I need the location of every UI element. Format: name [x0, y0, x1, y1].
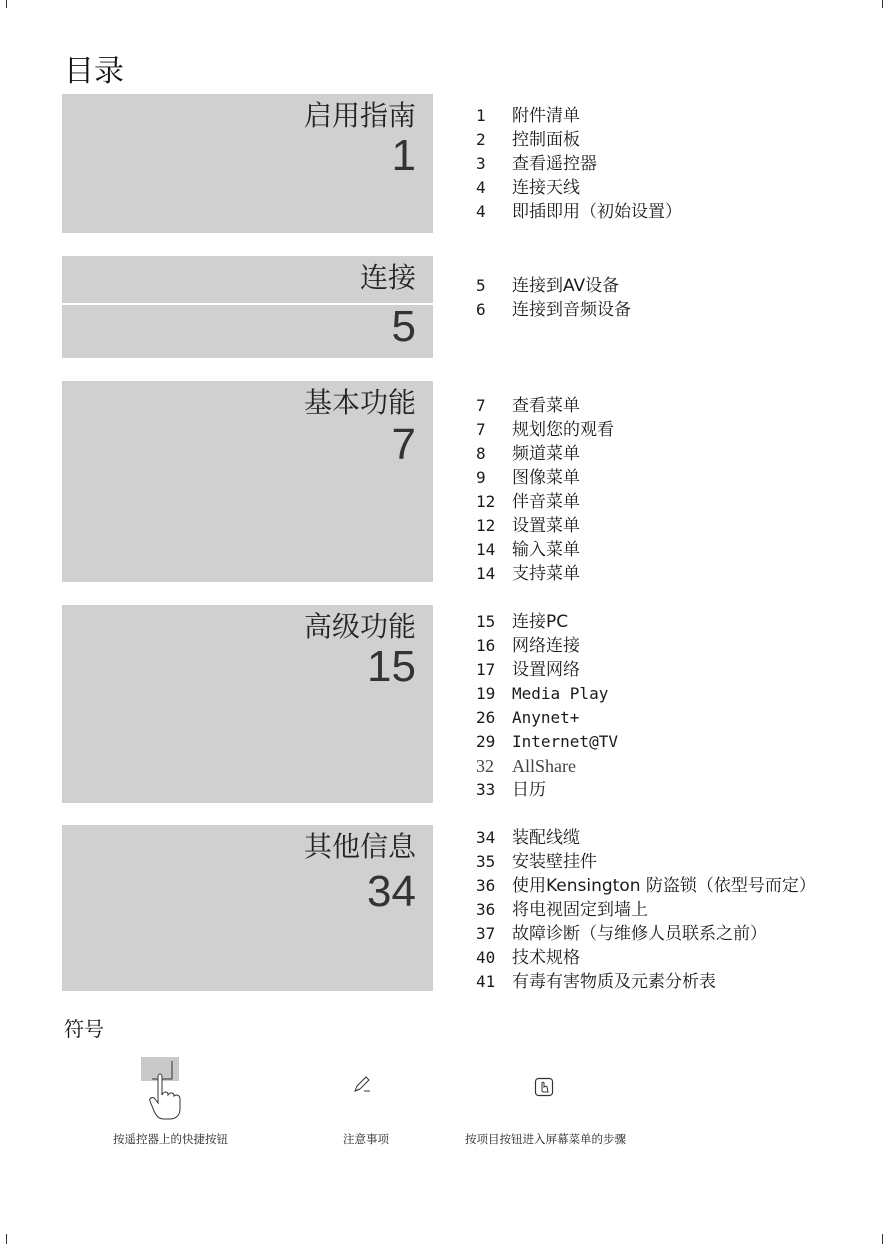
toc-entry[interactable]: [476, 898, 816, 922]
toc-title: 规划您的观看: [512, 420, 614, 440]
toc-entry[interactable]: [476, 682, 618, 706]
page-title: 目录: [64, 54, 124, 89]
toc-title: 有毒有害物质及元素分析表: [512, 972, 716, 992]
toc-entry[interactable]: [476, 176, 682, 200]
symbols-title: 符号: [64, 1017, 104, 1041]
toc-page: 41: [476, 972, 496, 991]
toc-entry[interactable]: [476, 562, 614, 586]
toc-title: 伴音菜单: [512, 492, 580, 512]
section-start-page: 15: [367, 642, 416, 691]
toc-title: 设置菜单: [512, 516, 580, 536]
toc-title: 连接到音频设备: [512, 300, 631, 320]
toc-title: Anynet+: [512, 708, 580, 727]
symbol-caption: 按遥控器上的快捷按钮: [113, 1132, 228, 1146]
section-block-advanced-features: [62, 605, 433, 803]
crop-mark-top-right: [882, 0, 883, 8]
toc-title: 控制面板: [512, 130, 580, 150]
toc-entry[interactable]: [476, 152, 682, 176]
toc-page: 14: [476, 564, 496, 583]
section-title: 基本功能: [303, 386, 416, 419]
toc-title: 频道菜单: [512, 444, 580, 464]
section-title: 高级功能: [303, 610, 416, 643]
toc-page: 37: [476, 924, 496, 943]
section-title: 连接: [359, 261, 416, 294]
toc-page: 34: [476, 828, 496, 847]
toc-title: 连接PC: [512, 612, 569, 632]
toc-title: 连接天线: [512, 178, 580, 198]
section-start-page: 7: [391, 420, 416, 469]
toc-page: 2: [476, 130, 486, 149]
toc-page: 7: [476, 396, 486, 415]
toc-entry[interactable]: [476, 634, 618, 658]
toc-page: 36: [476, 876, 496, 895]
toc-entry[interactable]: [476, 128, 682, 152]
toc-list-getting-started: [476, 104, 682, 224]
toc-page: 36: [476, 900, 496, 919]
toc-entry[interactable]: [476, 298, 631, 322]
toc-title: 设置网络: [512, 660, 580, 680]
toc-title: 即插即用（初始设置）: [512, 202, 682, 222]
toc-title: 支持菜单: [512, 564, 580, 584]
symbol-caption: 按项目按钮进入屏幕菜单的步骤: [465, 1132, 626, 1146]
toc-title: 查看遥控器: [512, 154, 597, 174]
remote-hand-icon: [138, 1055, 184, 1121]
toc-title: Media Play: [512, 684, 609, 703]
toc-entry[interactable]: [476, 970, 816, 994]
section-block-getting-started: [62, 94, 433, 233]
section-title: 其他信息: [303, 830, 416, 863]
toc-page: 40: [476, 948, 496, 967]
toc-page: 4: [476, 178, 486, 197]
toc-title: 使用Kensington 防盗锁（依型号而定）: [512, 876, 816, 896]
toc-title: 安装壁挂件: [512, 852, 597, 872]
crop-mark-top-left: [6, 0, 7, 8]
pencil-note-icon: [352, 1076, 372, 1094]
toc-entry[interactable]: [476, 730, 618, 754]
section-block-other-information: [62, 825, 433, 991]
toc-entry[interactable]: [476, 466, 614, 490]
toc-title: 附件清单: [512, 106, 580, 126]
toc-page: 3: [476, 154, 486, 173]
toc-entry[interactable]: [476, 490, 614, 514]
toc-entry[interactable]: [476, 104, 682, 128]
toc-title: Internet@TV: [512, 732, 618, 751]
toc-title: 连接到AV设备: [512, 276, 620, 296]
toc-entry[interactable]: [476, 850, 816, 874]
toc-entry[interactable]: [476, 706, 618, 730]
toc-entry[interactable]: [476, 538, 614, 562]
toc-title: 日历: [512, 780, 546, 800]
section-start-page: 1: [391, 131, 416, 180]
toc-list-other-information: [476, 826, 816, 994]
toc-page: 8: [476, 444, 486, 463]
toc-page: 29: [476, 732, 496, 751]
toc-title: 技术规格: [512, 948, 580, 968]
toc-title: 将电视固定到墙上: [512, 900, 648, 920]
toc-page: 9: [476, 468, 486, 487]
crop-mark-bottom-right: [882, 1234, 883, 1244]
toc-page: 17: [476, 660, 496, 679]
toc-page: 4: [476, 202, 486, 221]
toc-page: 15: [476, 612, 496, 631]
section-divider: [62, 303, 433, 305]
toc-page: 5: [476, 276, 486, 295]
toc-page: 12: [476, 492, 496, 511]
toc-entry[interactable]: [476, 826, 816, 850]
toc-list-basic-features: [476, 394, 614, 586]
section-block-basic-features: [62, 381, 433, 582]
toc-title: 查看菜单: [512, 396, 580, 416]
toc-entry[interactable]: [476, 418, 614, 442]
toc-title: 图像菜单: [512, 468, 580, 488]
toc-page: 32: [476, 756, 494, 776]
section-start-page: 5: [391, 302, 416, 351]
toc-page: 35: [476, 852, 496, 871]
toc-entry[interactable]: [476, 874, 816, 898]
toc-page: 26: [476, 708, 496, 727]
toc-entry[interactable]: [476, 946, 816, 970]
toc-entry[interactable]: [476, 394, 614, 418]
section-start-page: 34: [367, 867, 416, 916]
symbol-caption: 注意事项: [343, 1132, 389, 1146]
toc-list-connections: [476, 274, 631, 322]
toc-page: 6: [476, 300, 486, 319]
toc-page: 19: [476, 684, 496, 703]
toc-entry[interactable]: [476, 514, 614, 538]
toc-page: 14: [476, 540, 496, 559]
toc-entry[interactable]: [476, 922, 816, 946]
toc-title: 故障诊断（与维修人员联系之前）: [512, 924, 767, 944]
toc-page: 7: [476, 420, 486, 439]
toc-entry[interactable]: [476, 754, 618, 778]
toc-entry[interactable]: [476, 200, 682, 224]
toc-entry[interactable]: [476, 778, 618, 802]
toc-page: 33: [476, 780, 496, 799]
crop-mark-bottom-left: [6, 1234, 7, 1244]
toc-entry[interactable]: [476, 274, 631, 298]
section-title: 启用指南: [303, 99, 416, 132]
toc-list-advanced-features: [476, 610, 618, 802]
toc-entry[interactable]: [476, 610, 618, 634]
toc-page: 1: [476, 106, 486, 125]
toc-entry[interactable]: [476, 442, 614, 466]
toc-title: 网络连接: [512, 636, 580, 656]
toc-page: 12: [476, 516, 496, 535]
menu-button-icon: [534, 1077, 554, 1097]
toc-title: 装配线缆: [512, 828, 580, 848]
toc-entry[interactable]: [476, 658, 618, 682]
toc-page: 16: [476, 636, 496, 655]
toc-title: AllShare: [512, 756, 576, 776]
toc-title: 输入菜单: [512, 540, 580, 560]
section-block-connections: [62, 256, 433, 358]
